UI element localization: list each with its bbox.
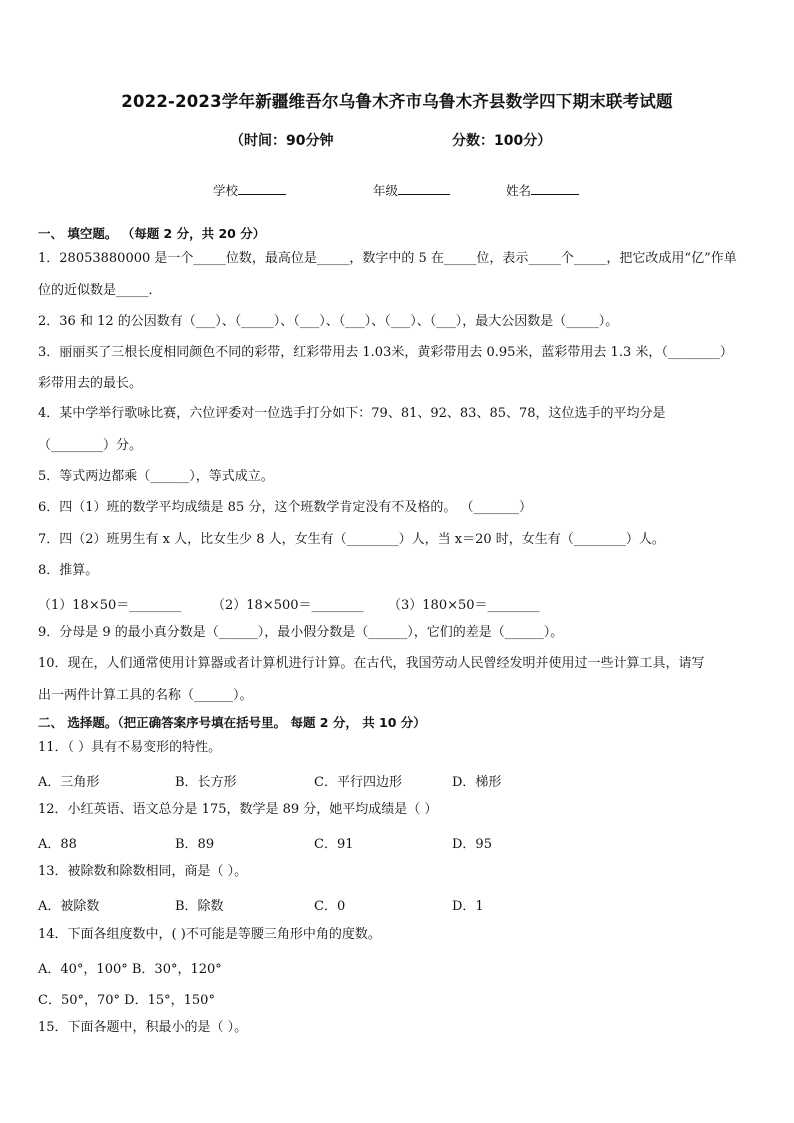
section-fill-in: 一、 填空题。 （每题 2 分，共 20 分） <box>38 226 266 241</box>
exam-title: 2022-2023学年新疆维吾尔乌鲁木齐市乌鲁木齐县数学四下期末联考试题 <box>121 92 673 111</box>
q12-option-a[interactable]: A．88 <box>38 837 77 852</box>
question-8: 8．推算。 <box>38 563 99 578</box>
question-3-line-2: 彩带用去的最长。 <box>38 376 143 391</box>
question-13: 13．被除数和除数相同，商是（ ）。 <box>38 864 248 879</box>
school-blank[interactable] <box>238 182 286 195</box>
question-4-line-1: 4．某中学举行歌咏比赛，六位评委对一位选手打分如下：79、81、92、83、85、78，这位选手的平均分是 <box>38 406 666 421</box>
question-10-line-1: 10．现在，人们通常使用计算器或者计算机进行计算。在古代，我国劳动人民曾经发明并使用过一些计算工具，请写 <box>38 656 705 671</box>
q13-option-d[interactable]: D．1 <box>452 899 484 914</box>
question-8-part-1: （1）18×50＝________ <box>38 598 182 613</box>
question-1-line-1: 1．28053880000 是一个_____位数，最高位是_____，数字中的 5 在_____位，表示_____个_____，把它改成用“亿”作单 <box>38 251 737 266</box>
section-multiple-choice: 二、 选择题。（把正确答案序号填在括号里。 每题 2 分， 共 10 分） <box>38 715 426 730</box>
q13-option-b[interactable]: B．除数 <box>175 899 224 914</box>
question-6: 6．四（1）班的数学平均成绩是 85 分，这个班数学肯定没有不及格的。 （_______） <box>38 500 532 515</box>
school-field <box>213 181 286 199</box>
exam-score: 分数：100分） <box>452 133 552 149</box>
question-1-line-2: 位的近似数是_____． <box>38 283 162 298</box>
q13-option-c[interactable]: C．0 <box>314 899 346 914</box>
q11-option-d[interactable]: D．梯形 <box>452 775 502 790</box>
grade-label: 年级 <box>373 183 399 198</box>
name-blank[interactable] <box>531 182 579 195</box>
school-label: 学校 <box>213 183 239 198</box>
question-12: 12．小红英语、语文总分是 175，数学是 89 分，她平均成绩是（ ） <box>38 802 438 817</box>
exam-time: （时间：90分钟 <box>230 133 334 149</box>
question-4-line-2: （________）分。 <box>38 438 143 453</box>
q11-option-c[interactable]: C．平行四边形 <box>314 775 402 790</box>
question-7: 7．四（2）班男生有 x 人，比女生少 8 人，女生有（________）人，当 x＝20 时，女生有（________）人。 <box>38 532 665 547</box>
question-8-part-2: （2）18×500＝________ <box>212 598 364 613</box>
name-label: 姓名 <box>506 183 532 198</box>
question-5: 5．等式两边都乘（______），等式成立。 <box>38 469 274 484</box>
question-14: 14．下面各组度数中，( )不可能是等腰三角形中角的度数。 <box>38 927 381 942</box>
question-2: 2．36 和 12 的公因数有（___）、（_____）、（___）、（___）、（___）、（___），最大公因数是（_____）。 <box>38 314 619 329</box>
question-9: 9．分母是 9 的最小真分数是（______），最小假分数是（______），它们的差是（______）。 <box>38 625 564 640</box>
grade-blank[interactable] <box>398 182 450 195</box>
q14-options-ab[interactable]: A．40°，100° B．30°，120° <box>38 962 222 977</box>
question-8-part-3: （3）180×50＝________ <box>388 598 540 613</box>
q13-option-a[interactable]: A．被除数 <box>38 899 100 914</box>
q11-option-b[interactable]: B．长方形 <box>175 775 237 790</box>
q12-option-c[interactable]: C．91 <box>314 837 354 852</box>
question-10-line-2: 出一两件计算工具的名称（______）。 <box>38 688 253 703</box>
grade-field <box>373 181 450 199</box>
q12-option-d[interactable]: D．95 <box>452 837 492 852</box>
question-15: 15．下面各题中，积最小的是（ ）。 <box>38 1020 248 1035</box>
q14-options-cd[interactable]: C．50°，70° D．15°，150° <box>38 993 215 1008</box>
q11-option-a[interactable]: A．三角形 <box>38 775 100 790</box>
question-11: 11．（ ）具有不易变形的特性。 <box>38 740 222 755</box>
question-3-line-1: 3．丽丽买了三根长度相同颜色不同的彩带，红彩带用去 1.03米，黄彩带用去 0.95米，蓝彩带用去 1.3 米，（________） <box>38 345 733 360</box>
name-field <box>506 181 579 199</box>
q12-option-b[interactable]: B．89 <box>175 837 215 852</box>
